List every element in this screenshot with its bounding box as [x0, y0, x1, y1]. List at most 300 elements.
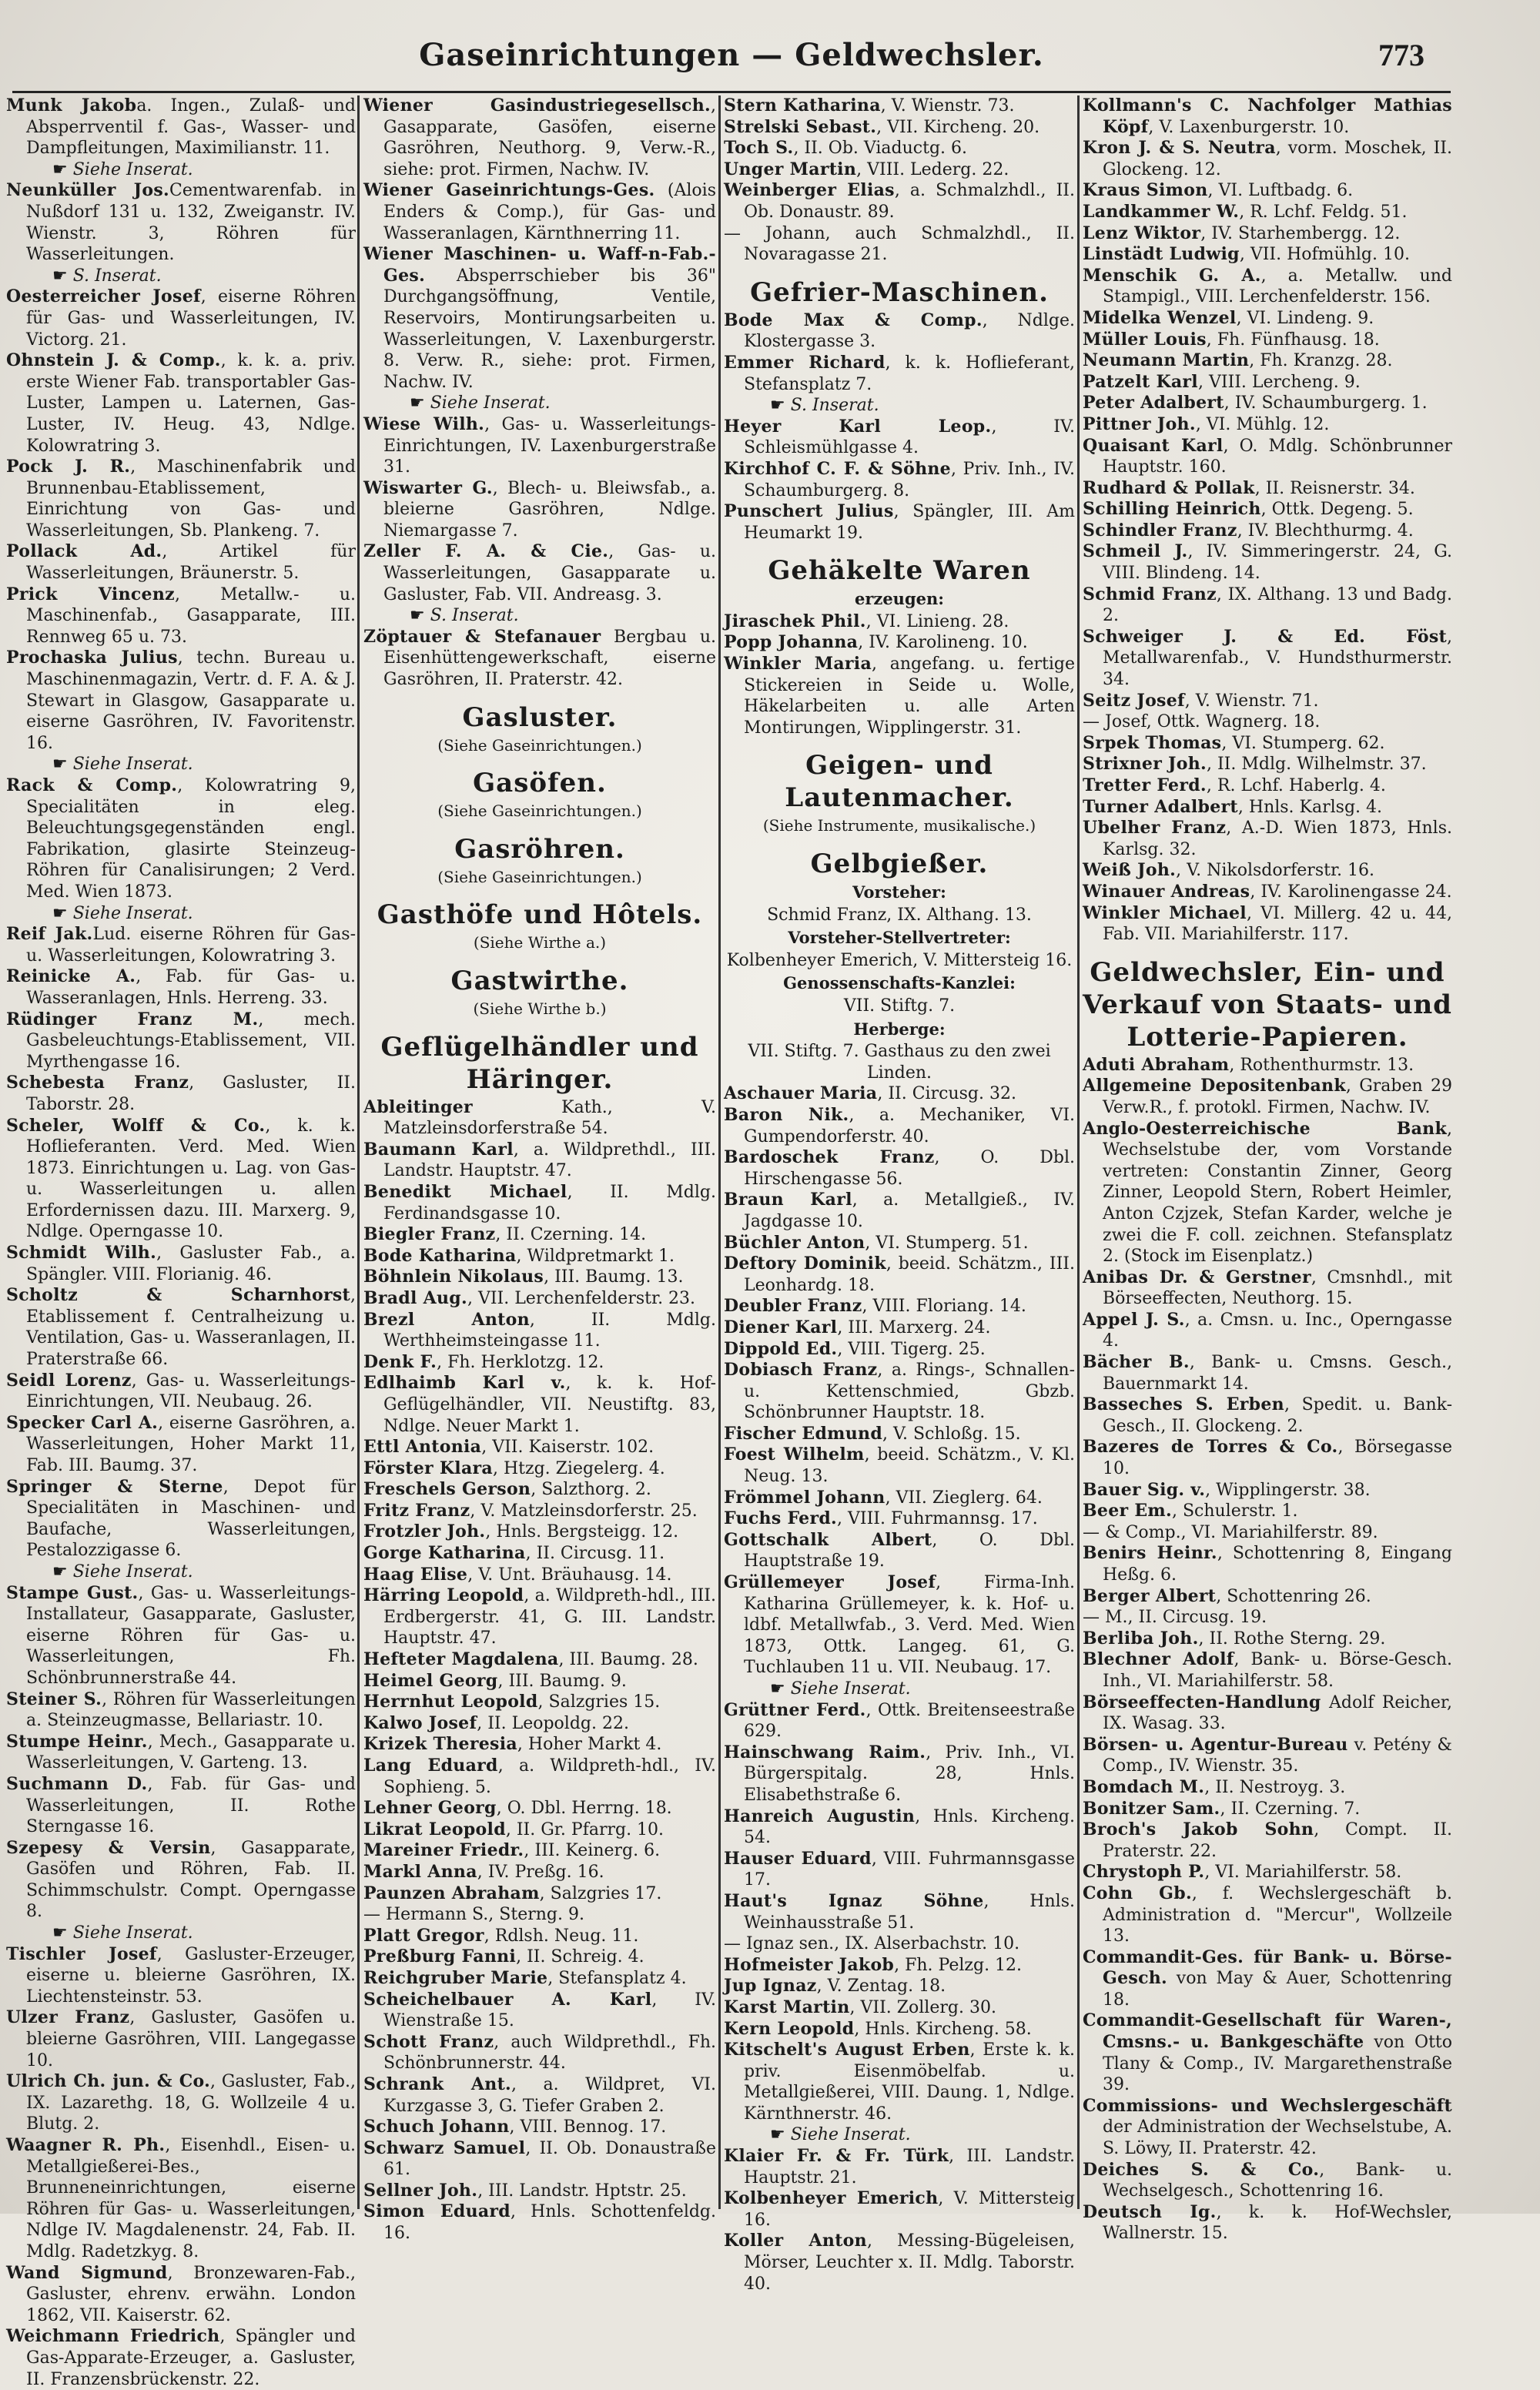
entry-details: , Hnls. Weinhausstraße 51.	[744, 1891, 1075, 1933]
entry-details: , Gas- u. Wasserleitungs-Einrichtungen, VII. Neubaug. 26.	[26, 1371, 356, 1412]
entry-details: , k. k. Hoflieferanten. Verd. Med. Wien 1873. Einrichtungen u. Lag. von Gas- u. Wasserleitungen u. allen Erfordernissen dazu. III. Marxerg. 9, Ndlge. Operngasse 10.	[26, 1116, 356, 1242]
gas-entries-continued	[363, 95, 716, 691]
freezing-entries	[724, 310, 1075, 544]
column-1	[6, 95, 357, 2389]
directory-entry	[6, 286, 356, 350]
directory-entry	[1083, 330, 1452, 351]
entry-name: Denk F.	[363, 1351, 437, 1372]
section-subtitle-crochet: erzeugen:	[854, 589, 945, 609]
entry-name: Prochaska Julius	[6, 648, 178, 668]
directory-entry	[363, 1819, 716, 1841]
entry-details: , V. Wienstr. 71.	[1184, 691, 1319, 711]
entry-name: Edlhaimb Karl v.	[363, 1373, 566, 1394]
see-advertisement-note: ☛ Siehe Inserat.	[6, 159, 356, 181]
directory-entry	[363, 1649, 716, 1671]
entry-name: Dippold Ed.	[724, 1338, 838, 1359]
directory-entry	[1083, 1352, 1452, 1394]
directory-entry	[724, 2146, 1075, 2188]
directory-entry	[1083, 308, 1452, 330]
entry-details: , VIII. Bennog. 17.	[509, 2117, 667, 2137]
directory-entry	[1083, 180, 1452, 202]
directory-entry	[363, 1840, 716, 1862]
entry-name: Aduti Abraham	[1083, 1054, 1230, 1075]
entry-details: Kath., V. Matzleinsdorferstraße 54.	[383, 1097, 716, 1139]
entry-details: , Spängler, III. Am Heumarkt 19.	[744, 502, 1075, 543]
directory-entry	[724, 1508, 1075, 1530]
entry-name: Wiener Maschinen- u. Waff-n-Fab.-Ges.	[363, 244, 716, 286]
entry-details: , mech. Gasbeleuchtungs-Etablissement, VII. Myrthengasse 16.	[26, 1009, 356, 1072]
directory-entry	[6, 648, 356, 754]
directory-entry	[363, 1946, 716, 1968]
entry-details: , Börsegasse 10.	[1103, 1438, 1452, 1479]
directory-entry	[6, 1838, 356, 1923]
directory-entry	[724, 1700, 1075, 1742]
entry-name: Stampe Gust.	[6, 1582, 139, 1603]
section-title-poultry: Geflügelhändler und Häringer.	[380, 1031, 699, 1095]
entry-name: Unger Martin	[724, 159, 857, 179]
entry-name: Pock J. R.	[6, 457, 131, 477]
directory-entry	[1083, 202, 1452, 223]
entry-details: , Wildpretmarkt 1.	[516, 1246, 675, 1266]
entry-details: , IV. Starhembergg. 12.	[1200, 223, 1401, 243]
entry-details: , Ottk. Breitenseestraße 629.	[744, 1700, 1075, 1742]
entry-name: Schmid Franz	[1083, 584, 1217, 604]
entry-details: , Gas- u. Wasserleitungs-Einrichtungen, IV. Laxenburgerstraße 31.	[383, 414, 716, 477]
guild-info	[724, 882, 1075, 1083]
entry-name: Commissions- und Wechslergeschäft	[1083, 2095, 1452, 2116]
entry-details: , II. Reisnerstr. 34.	[1254, 478, 1415, 498]
column-3	[724, 95, 1076, 2294]
entry-details: , Fh. Fünfhausg. 18.	[1206, 330, 1380, 350]
entry-name: Kalwo Josef	[363, 1712, 477, 1733]
entry-name: Landkammer W.	[1083, 201, 1240, 222]
directory-entry	[6, 350, 356, 457]
entry-name: Wiese Wilh.	[363, 413, 485, 434]
entry-name: Reichgruber Marie	[363, 1967, 548, 1988]
directory-entry	[6, 1583, 356, 1689]
entry-name: Koller Anton	[724, 2231, 867, 2251]
directory-entry	[724, 417, 1075, 459]
entry-details: , IX. Althang. 13 und Badg. 2.	[1103, 584, 1452, 626]
entry-name: Toch S.	[724, 138, 794, 159]
directory-entry	[724, 1488, 1075, 1509]
entry-details: der Administration der Wechselstube, A. S. Löwy, II. Praterstr. 42.	[1103, 2117, 1452, 2159]
directory-entry	[6, 2326, 356, 2390]
column-2	[363, 95, 717, 2244]
entry-details: , Schottenring 26.	[1216, 1586, 1371, 1606]
section-title: Gasröhren.	[454, 833, 625, 865]
entry-details: , Blech- u. Bleiwsfab., a. bleierne Gasröhren, Ndlge. Niemargasse 7.	[383, 478, 716, 541]
entry-name: Hauser Eduard	[724, 1848, 872, 1869]
directory-entry	[363, 1479, 716, 1501]
entry-details: , Hnls. Kircheng. 58.	[854, 2019, 1032, 2039]
directory-entry	[363, 1756, 716, 1798]
entry-details: , Spedit. u. Bank-Gesch., II. Glockeng. 2.	[1103, 1395, 1453, 1436]
entry-name: Schuch Johann	[363, 2117, 510, 2137]
entry-details: , Gasluster, II. Taborstr. 28.	[26, 1073, 356, 1114]
entry-details: , V. Nikolsdorferstr. 16.	[1176, 861, 1375, 881]
guild-label: Genossenschafts-Kanzlei:	[783, 973, 1016, 993]
guild-label: Herberge:	[853, 1019, 946, 1039]
directory-entry	[6, 1371, 356, 1413]
entry-name: Chrystoph P.	[1083, 1862, 1205, 1883]
entry-name: Jup Ignaz	[724, 1976, 817, 1997]
entry-name: Strelski Sebast.	[724, 116, 877, 137]
directory-entry	[363, 2181, 716, 2202]
entry-name: Baron Nik.	[724, 1104, 849, 1125]
entry-details: , Gas- u. Wasserleitungen, Gasapparate u. Gasluster, Fab. VII. Andreasg. 3.	[383, 542, 716, 604]
entry-details: , beeid. Schätzm., V. Kl. Neug. 13.	[744, 1445, 1075, 1487]
entry-details: , VII. Kircheng. 20.	[876, 117, 1040, 137]
section-note: (Siehe Gaseinrichtungen.)	[437, 867, 642, 886]
directory-entry	[363, 1501, 716, 1522]
entry-name: Schindler Franz	[1083, 520, 1237, 541]
entry-name: Hainschwang Raim.	[724, 1742, 926, 1762]
directory-entry	[1083, 223, 1452, 245]
entry-details: , Fh. Herklotzg. 12.	[437, 1352, 604, 1372]
entry-name: Büchler Anton	[724, 1232, 865, 1253]
entry-name: Bonitzer Sam.	[1083, 1798, 1220, 1819]
column-divider	[1077, 95, 1080, 2209]
section-note-violin: (Siehe Instrumente, musikalische.)	[762, 816, 1036, 835]
entry-details: , IV. Schleismühlgasse 4.	[744, 417, 1075, 458]
entry-details: , VII. Lerchenfelderstr. 23.	[467, 1288, 696, 1308]
directory-entry	[363, 1182, 716, 1224]
entry-details: , k. k. Hoflieferant, Stefansplatz 7.	[744, 353, 1075, 394]
entry-name: Reinicke A.	[6, 966, 136, 987]
directory-entry	[1083, 436, 1452, 478]
see-advertisement-note: ☛ Siehe Inserat.	[6, 903, 356, 925]
entry-name: Jiraschek Phil.	[724, 611, 866, 631]
directory-entry	[363, 1585, 716, 1649]
entry-details: , Schottenring 8, Eingang Heßg. 6.	[1103, 1544, 1452, 1585]
directory-entry	[724, 2040, 1075, 2124]
entry-name: Kron J. & S. Neutra	[1083, 138, 1276, 159]
entry-name: Stern Katharina	[724, 95, 881, 115]
entry-details: , V. Laxenburgerstr. 10.	[1148, 117, 1350, 137]
entry-name: Wiener Gasindustriegesellsch.	[363, 95, 711, 115]
directory-entry	[6, 584, 356, 648]
entry-name: Kirchhof C. F. & Söhne	[724, 458, 951, 479]
entry-details: , a. Wildprethdl., III. Landstr. Hauptstr. 47.	[383, 1140, 717, 1181]
section-title-brass: Gelbgießer.	[810, 849, 989, 880]
entry-details: , VII. Zieglerg. 64.	[885, 1488, 1043, 1508]
directory-entry	[724, 654, 1075, 738]
see-advertisement-note: ☛ Siehe Inserat.	[724, 2124, 1075, 2146]
directory-entry	[724, 180, 1075, 223]
entry-name: Börsen- u. Agentur-Bureau	[1083, 1734, 1348, 1755]
directory-entry	[1083, 414, 1452, 436]
directory-entry	[363, 1904, 716, 1926]
directory-entry	[1083, 903, 1452, 946]
entry-name: Zeller F. A. & Cie.	[363, 541, 609, 562]
entry-name: Schwarz Samuel	[363, 2137, 526, 2158]
entry-details: Bergbau u. Eisenhüttengewerkschaft, eiserne Gasröhren, II. Praterstr. 42.	[383, 627, 716, 690]
entry-details: , II. Czerning. 7.	[1220, 1799, 1361, 1819]
entry-details: , Metallw.- u. Maschinenfab., Gasapparate, III. Rennweg 65 u. 73.	[26, 584, 356, 647]
directory-entry	[363, 1267, 716, 1288]
entry-name: Paunzen Abraham	[363, 1883, 540, 1903]
entry-details: , a. Wildpreth-hdl., III. Erdbergerstr. 41, G. III. Landstr. Hauptstr. 47.	[383, 1586, 716, 1649]
entry-details: von Otto Tlany & Comp., IV. Margarethenstraße 39.	[1103, 2033, 1452, 2095]
section-title: Gasluster.	[462, 701, 618, 733]
entry-details: (Alois Enders & Comp.), für Gas- und Wasseranlagen, Kärnthnerring 11.	[383, 181, 716, 243]
entry-details: , II. Ob. Viaductg. 6.	[793, 139, 968, 159]
directory-entry	[363, 1458, 716, 1480]
directory-entry	[724, 632, 1075, 654]
directory-entry	[724, 1891, 1075, 1933]
entry-name: Benedikt Michael	[363, 1181, 567, 1202]
running-title: Gaseinrichtungen — Geldwechsler.	[419, 37, 1044, 73]
entry-details: , Eisenhdl., Eisen- u. Metallgießerei-Bes., Brunneneinrichtungen, eiserne Röhren für Gas- u. Wasserleitungen, Ndlge IV. Magdalenenstr. 24, Fab. II. Mdlg. Radetzkyg. 8.	[26, 2136, 356, 2261]
entry-details: , vorm. Moschek, II. Glockeng. 12.	[1103, 139, 1452, 179]
entry-details: Lud. eiserne Röhren für Gas- u. Wasserleitungen, Kolowratring 3.	[26, 925, 357, 966]
guild-value: VII. Stiftg. 7.	[843, 996, 956, 1016]
directory-entry	[6, 1116, 356, 1244]
directory-entry	[724, 1233, 1075, 1254]
directory-entry	[6, 1774, 356, 1838]
see-advertisement-note: ☛ Siehe Inserat.	[6, 1562, 356, 1583]
entry-name: Reif Jak.	[6, 924, 93, 945]
directory-entry	[724, 1572, 1075, 1679]
directory-entry	[724, 1530, 1075, 1572]
entry-details: , VI. Lindeng. 9.	[1236, 308, 1374, 328]
entry-name: Börseeffecten-Handlung	[1083, 1692, 1321, 1712]
entry-name: Klaier Fr. & Fr. Türk	[724, 2146, 949, 2167]
directory-entry	[363, 2117, 716, 2138]
directory-entry	[724, 1254, 1075, 1296]
directory-entry	[1083, 733, 1452, 755]
directory-entry	[363, 1224, 716, 1246]
directory-entry	[1083, 1735, 1452, 1777]
entry-details: , IV. Wienstraße 15.	[383, 1990, 716, 2031]
directory-entry	[363, 414, 716, 478]
entry-name: Commandit-Gesellschaft für Waren-, Cmsns.- u. Bankgeschäfte	[1083, 2010, 1452, 2053]
entry-details: , Priv. Inh., VI. Bürgerspitalg. 28, Hnls. Elisabethstraße 6.	[744, 1742, 1075, 1805]
guild-label: Vorsteher-Stellvertreter:	[788, 928, 1011, 948]
entry-details: , a. Wildpret, VI. Kurzgasse 3, G. Tiefer Graben 2.	[383, 2074, 716, 2116]
entry-details: , V. Unt. Bräuhausg. 14.	[467, 1565, 672, 1585]
entry-details: , Gasapparate, Gasöfen, eiserne Gasröhren, Neuthorg. 9, Verw.-R., siehe: prot. Firmen, Nachw. IV.	[383, 96, 716, 179]
directory-entry	[363, 1352, 716, 1374]
entry-name: Berliba Joh.	[1083, 1628, 1199, 1649]
entry-details: , a. Wildpreth-hdl., IV. Sophieng. 5.	[383, 1756, 717, 1797]
entry-details: , a. Metallw. und Stampigl., VIII. Lerchenfelderstr. 156.	[1103, 266, 1453, 307]
entry-name: Platt Gregor	[363, 1925, 484, 1946]
entry-details: , Mech., Gasapparate u. Wasserleitungen, V. Garteng. 13.	[26, 1732, 356, 1773]
directory-entry	[724, 1360, 1075, 1424]
directory-entry	[1083, 1394, 1452, 1437]
entry-name: Likrat Leopold	[363, 1819, 506, 1839]
entry-name: Schweiger J. & Ed. Föst	[1083, 626, 1447, 647]
directory-entry	[724, 1955, 1075, 1977]
entry-details: , V. Matzleinsdorferstr. 25.	[470, 1501, 698, 1521]
entry-details: , Hnls. Kircheng. 54.	[744, 1806, 1075, 1848]
entry-details: , eiserne Gasröhren, a. Wasserleitungen, Hoher Markt 11, Fab. III. Baumg. 37.	[26, 1413, 356, 1475]
directory-entry	[1083, 1501, 1452, 1522]
directory-entry	[1083, 266, 1452, 308]
entry-name: Wiener Gaseinrichtungs-Ges.	[363, 180, 655, 201]
directory-entry	[1083, 1076, 1452, 1118]
entry-name: Preßburg Fanni	[363, 1946, 517, 1967]
directory-entry	[6, 1477, 356, 1562]
entry-details: , V. Mittersteig 16.	[744, 2189, 1075, 2230]
entry-name: Krizek Theresia	[363, 1734, 517, 1755]
entry-name: Kraus Simon	[1083, 180, 1208, 201]
entry-details: , Salzgries 17.	[539, 1883, 662, 1903]
entry-details: , Firma-Inh. Katharina Grüllemeyer, k. k. Hof- u. ldbf. Metallwfab., 3. Verd. Med. Wien 1873, Ottk. Langeg. 61, G. Tuchlauben 11 u. VII. Neubaug. 17.	[744, 1573, 1075, 1678]
entry-name: Blechner Adolf	[1083, 1649, 1234, 1670]
entry-name: Winkler Michael	[1083, 902, 1247, 923]
directory-entry	[6, 180, 356, 265]
entry-details: , VII. Hofmühlg. 10.	[1239, 245, 1410, 265]
entry-details: , II. Rothe Sterng. 29.	[1198, 1628, 1386, 1649]
entry-details: , Gasluster, Fab., IX. Lazarethg. 18, G. Wollzeile 4 u. Blutg. 2.	[26, 2072, 356, 2134]
entry-name: Frotzler Joh.	[363, 1521, 486, 1542]
crochet-entries	[724, 611, 1075, 739]
guild-value: Schmid Franz, IX. Althang. 13.	[767, 905, 1032, 925]
entry-name: Wiswarter G.	[363, 477, 493, 498]
entry-details: , Wechselstube der, vom Vorstande vertreten: Constantin Zinner, Georg Zinner, Leopold Stern, Robert Heimler, Anton Czjzek, Stefan Karder, welche je zwei die F. coll. zeichnen. Stefansplatz 2. (Stock im Eisenplatz.)	[1103, 1119, 1452, 1267]
section-title: Gastwirthe.	[450, 966, 629, 996]
entry-details: , Fab. für Gas- und Wasserleitungen, II. Rothe Sterngasse 16.	[26, 1774, 356, 1837]
entry-name: Haag Elise	[363, 1564, 468, 1585]
entry-details: , Maschinenfabrik und Brunnenbau-Etablissement, Einrichtung von Gas- und Wasserleitungen, Sb. Plankeng. 7.	[26, 457, 356, 541]
entry-details: , Ottk. Degeng. 5.	[1260, 500, 1414, 520]
entry-details: , II. Mdlg. Wilhelmstr. 37.	[1207, 755, 1427, 775]
directory-entry	[6, 95, 356, 159]
entry-name: Tretter Ferd.	[1083, 775, 1207, 795]
directory-entry	[363, 1692, 716, 1713]
entry-details: , Bank- u. Cmsns. Gesch., Bauernmarkt 14.	[1103, 1353, 1452, 1394]
entry-details: — Ignaz sen., IX. Alserbachstr. 10.	[724, 1934, 1020, 1954]
directory-entry	[1083, 138, 1452, 180]
section-title: Gasöfen.	[473, 768, 607, 799]
entry-name: Popp Johanna	[724, 632, 859, 653]
entry-details: , Compt. II. Praterstr. 22.	[1103, 1820, 1452, 1861]
entry-details: , II. Ob. Donaustraße 61.	[383, 2138, 717, 2180]
entry-name: Menschik G. A.	[1083, 265, 1261, 286]
directory-entry	[363, 627, 716, 691]
entry-name: Freschels Gerson	[363, 1479, 531, 1500]
entry-details: Adolf Reicher, IX. Wasag. 33.	[1103, 1692, 1452, 1734]
entry-details: , II. Nestroyg. 3.	[1204, 1777, 1346, 1797]
entry-details: , Htzg. Ziegelerg. 4.	[492, 1458, 665, 1478]
entry-details: , Gasapparate, Gasöfen und Röhren, Fab. II. Schimmschulstr. Compt. Operngasse 8.	[26, 1838, 356, 1922]
entry-details: — Josef, Ottk. Wagnerg. 18.	[1083, 712, 1321, 732]
entry-name: Deubler Franz	[724, 1296, 862, 1317]
directory-entry	[363, 1246, 716, 1267]
entry-name: Braun Karl	[724, 1190, 852, 1210]
entry-name: Winauer Andreas	[1083, 881, 1250, 902]
entry-details: , III. Baumg. 28.	[558, 1650, 698, 1670]
directory-entry	[6, 966, 356, 1009]
entry-name: Bradl Aug.	[363, 1287, 467, 1308]
column-divider	[718, 95, 721, 2209]
directory-entry	[724, 1444, 1075, 1487]
entry-name: Zöptauer & Stefanauer	[363, 626, 601, 647]
entry-name: Midelka Wenzel	[1083, 307, 1237, 328]
directory-entry	[1083, 1883, 1452, 1947]
entry-details: , VI. Mariahilferstr. 58.	[1204, 1863, 1402, 1883]
directory-entry	[724, 1296, 1075, 1317]
entry-name: Anglo-Oesterreichische Bank	[1083, 1118, 1447, 1139]
entry-details: , III. Baumg. 13.	[544, 1267, 684, 1287]
entry-details: , Erste k. k. priv. Eisenmöbelfab. u. Metallgießerei, VIII. Daung. 1, Ndlge. Kärnthnerstr. 46.	[744, 2040, 1075, 2124]
entry-name: Kolbenheyer Emerich	[724, 2188, 939, 2209]
entry-details: , Hoher Markt 4.	[517, 1735, 662, 1755]
entry-name: Weichmann Friedrich	[6, 2326, 220, 2347]
directory-entry	[363, 1565, 716, 1586]
entry-details: , k. k. a. priv. erste Wiener Fab. transportabler Gas-Luster, Lampen u. Laternen, Gas-Luster, IV. Heug. 43, Ndlge. Kolowratring 3.	[26, 351, 356, 456]
see-advertisement-note: ☛ S. Inserat.	[6, 266, 356, 287]
directory-entry	[6, 1243, 356, 1285]
directory-entry	[363, 541, 716, 605]
entry-details: , VIII. Lederg. 22.	[856, 159, 1009, 179]
directory-entry	[1083, 499, 1452, 521]
entry-details: , IV. Schaumburgerg. 1.	[1224, 393, 1428, 413]
directory-entry	[1083, 627, 1452, 691]
entry-name: Emmer Richard	[724, 352, 886, 373]
entry-name: Baumann Karl	[363, 1139, 514, 1160]
directory-entry	[6, 1285, 356, 1370]
directory-entry	[1083, 393, 1452, 414]
directory-entry	[724, 353, 1075, 395]
entry-details: , II. Mdlg. Ferdinandsgasse 10.	[383, 1182, 716, 1223]
entry-details: , III. Landstr. Hauptstr. 21.	[744, 2147, 1076, 2187]
entry-name: Patzelt Karl	[1083, 371, 1198, 392]
entry-details: , Wipplingerstr. 38.	[1205, 1480, 1371, 1500]
entry-name: Diener Karl	[724, 1317, 838, 1337]
entry-details: , VI. Luftbadg. 6.	[1207, 181, 1354, 201]
directory-entry	[1083, 372, 1452, 393]
entry-name: Scheler, Wolff & Co.	[6, 1115, 266, 1136]
directory-entry	[1083, 584, 1452, 627]
directory-entry	[724, 95, 1075, 117]
entry-name: Pollack Ad.	[6, 541, 162, 562]
directory-entry	[1083, 1799, 1452, 1820]
directory-entry	[6, 2135, 356, 2263]
section-title-crochet: Gehäkelte Waren	[768, 555, 1031, 587]
directory-entry	[1083, 1437, 1452, 1479]
entry-details: , VI. Stumperg. 51.	[865, 1233, 1029, 1253]
entry-name: Deftory Dominik	[724, 1254, 886, 1274]
entry-details: , III. Landstr. Hptstr. 25.	[477, 2181, 687, 2201]
entry-details: , A.-D. Wien 1873, Hnls. Karlsg. 32.	[1103, 818, 1452, 859]
entry-details: , Depot für Specialitäten in Maschinen- und Baufache, Wasserleitungen, Pestalozzigasse 6.	[26, 1477, 356, 1561]
entry-name: Waagner R. Ph.	[6, 2135, 166, 2155]
entry-name: Beer Em.	[1083, 1501, 1172, 1521]
entry-details: , Hnls. Bergsteigg. 12.	[485, 1522, 679, 1542]
header-rule	[12, 91, 1451, 93]
brass-entries	[724, 1083, 1075, 2295]
entry-details: , Ndlge. Klostergasse 3.	[744, 310, 1076, 352]
entry-details: , Metallwarenfab., V. Hundsthurmerstr. 34.	[1103, 627, 1452, 690]
poultry-entries-continued	[724, 95, 1075, 266]
entry-details: , Röhren für Wasserleitungen a. Steinzeugmasse, Bellariastr. 10.	[26, 1689, 356, 1731]
entry-details: , eiserne Röhren für Gas- und Wasserleitungen, IV. Victorg. 21.	[26, 287, 356, 350]
directory-entry	[363, 180, 716, 244]
directory-entry	[1083, 711, 1452, 733]
entry-name: Bauer Sig. v.	[1083, 1479, 1206, 1500]
entry-details: , O. Dbl. Herrng. 18.	[496, 1799, 672, 1819]
entry-name: Bode Max & Comp.	[724, 310, 983, 330]
directory-entry	[1083, 882, 1452, 903]
entry-name: Weiß Joh.	[1083, 860, 1177, 881]
entry-name: Grüllemeyer Josef	[724, 1572, 936, 1593]
entry-details: , VI. Linieng. 28.	[865, 611, 1009, 631]
entry-name: Deiches S. & Co.	[1083, 2159, 1320, 2180]
